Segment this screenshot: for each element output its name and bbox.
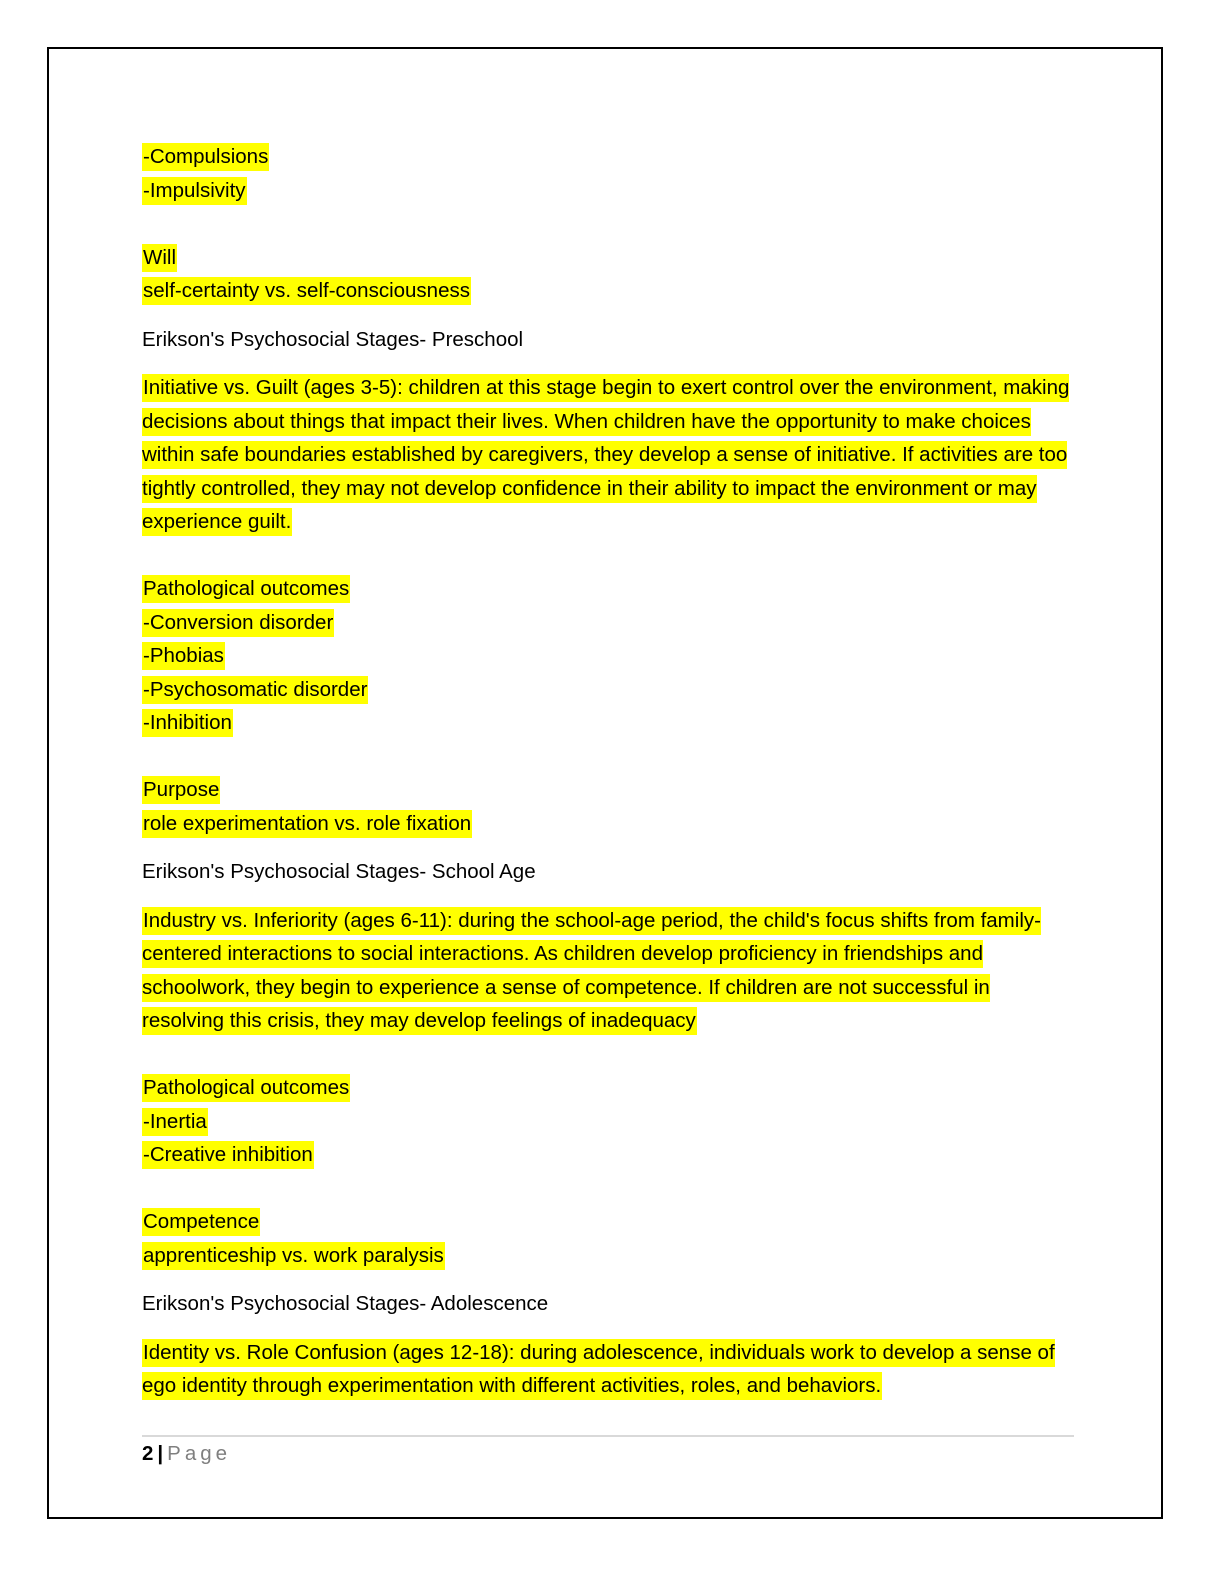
highlighted-text: apprenticeship vs. work paralysis: [142, 1242, 445, 1270]
highlighted-text: -Psychosomatic disorder: [142, 676, 368, 704]
footer-separator: |: [157, 1442, 164, 1465]
outcomes-label: [142, 572, 1077, 606]
list-item: [142, 174, 1077, 208]
section-heading-school-age: Erikson's Psychosocial Stages- School Age: [142, 860, 536, 883]
page-number: 2: [142, 1442, 154, 1465]
list-item: [142, 673, 1077, 707]
virtue-label: [142, 773, 1077, 807]
highlighted-text: role experimentation vs. role fixation: [142, 810, 472, 838]
list-item: [142, 1105, 1077, 1139]
highlighted-text: Identity vs. Role Confusion (ages 12-18): during adolescence, individuals work to develop a sense of ego identity through experimentation with different activities, roles, and behaviors.: [142, 1339, 1055, 1401]
highlighted-text: Pathological outcomes: [142, 1074, 350, 1102]
highlighted-text: Purpose: [142, 776, 220, 804]
paragraph-preschool: [142, 371, 1077, 539]
list-item: [142, 1138, 1077, 1172]
section-heading-adolescence: Erikson's Psychosocial Stages- Adolescence: [142, 1292, 549, 1315]
highlighted-text: self-certainty vs. self-consciousness: [142, 277, 471, 305]
highlighted-text: -Phobias: [142, 642, 225, 670]
paragraph-school-age: [142, 904, 1077, 1038]
virtue-label: [142, 1205, 1077, 1239]
virtue-conflict: [142, 807, 1077, 841]
highlighted-text: -Inhibition: [142, 709, 233, 737]
page-label: Page: [167, 1442, 232, 1465]
virtue-label: [142, 241, 1077, 275]
paragraph-adolescence: [142, 1336, 1077, 1403]
outcomes-label: [142, 1071, 1077, 1105]
highlighted-text: Pathological outcomes: [142, 575, 350, 603]
list-item: [142, 140, 1077, 174]
highlighted-text: -Creative inhibition: [142, 1141, 314, 1169]
highlighted-text: Will: [142, 244, 177, 272]
section-heading-preschool: Erikson's Psychosocial Stages- Preschool: [142, 327, 524, 351]
highlighted-text: Competence: [142, 1208, 260, 1236]
highlighted-text: -Compulsions: [142, 143, 269, 171]
list-item: [142, 606, 1077, 640]
virtue-conflict: [142, 274, 1077, 308]
highlighted-text: -Conversion disorder: [142, 609, 334, 637]
list-item: [142, 706, 1077, 740]
highlighted-text: Industry vs. Inferiority (ages 6-11): during the school-age period, the child's focus shifts from family-centered interactions to social interactions. As children develop proficiency in friendships and schoolwork, they begin to experience a sense of competence. If children are not successful in resolving this crisis, they may develop feelings of inadequacy: [142, 907, 1041, 1036]
list-item: [142, 639, 1077, 673]
virtue-conflict: [142, 1239, 1077, 1273]
highlighted-text: Initiative vs. Guilt (ages 3-5): children at this stage begin to exert control over the environment, making decisions about things that impact their lives. When children have the opportunity to make choices within safe boundaries established by caregivers, they develop a sense of initiative. If activities are too tightly controlled, they may not develop confidence in their ability to impact the environment or may experience guilt.: [142, 374, 1069, 536]
highlighted-text: -Inertia: [142, 1108, 208, 1136]
footer-divider: [142, 1435, 1074, 1437]
document-body: [142, 140, 1077, 1403]
page-footer: [142, 1440, 231, 1468]
highlighted-text: -Impulsivity: [142, 177, 247, 205]
